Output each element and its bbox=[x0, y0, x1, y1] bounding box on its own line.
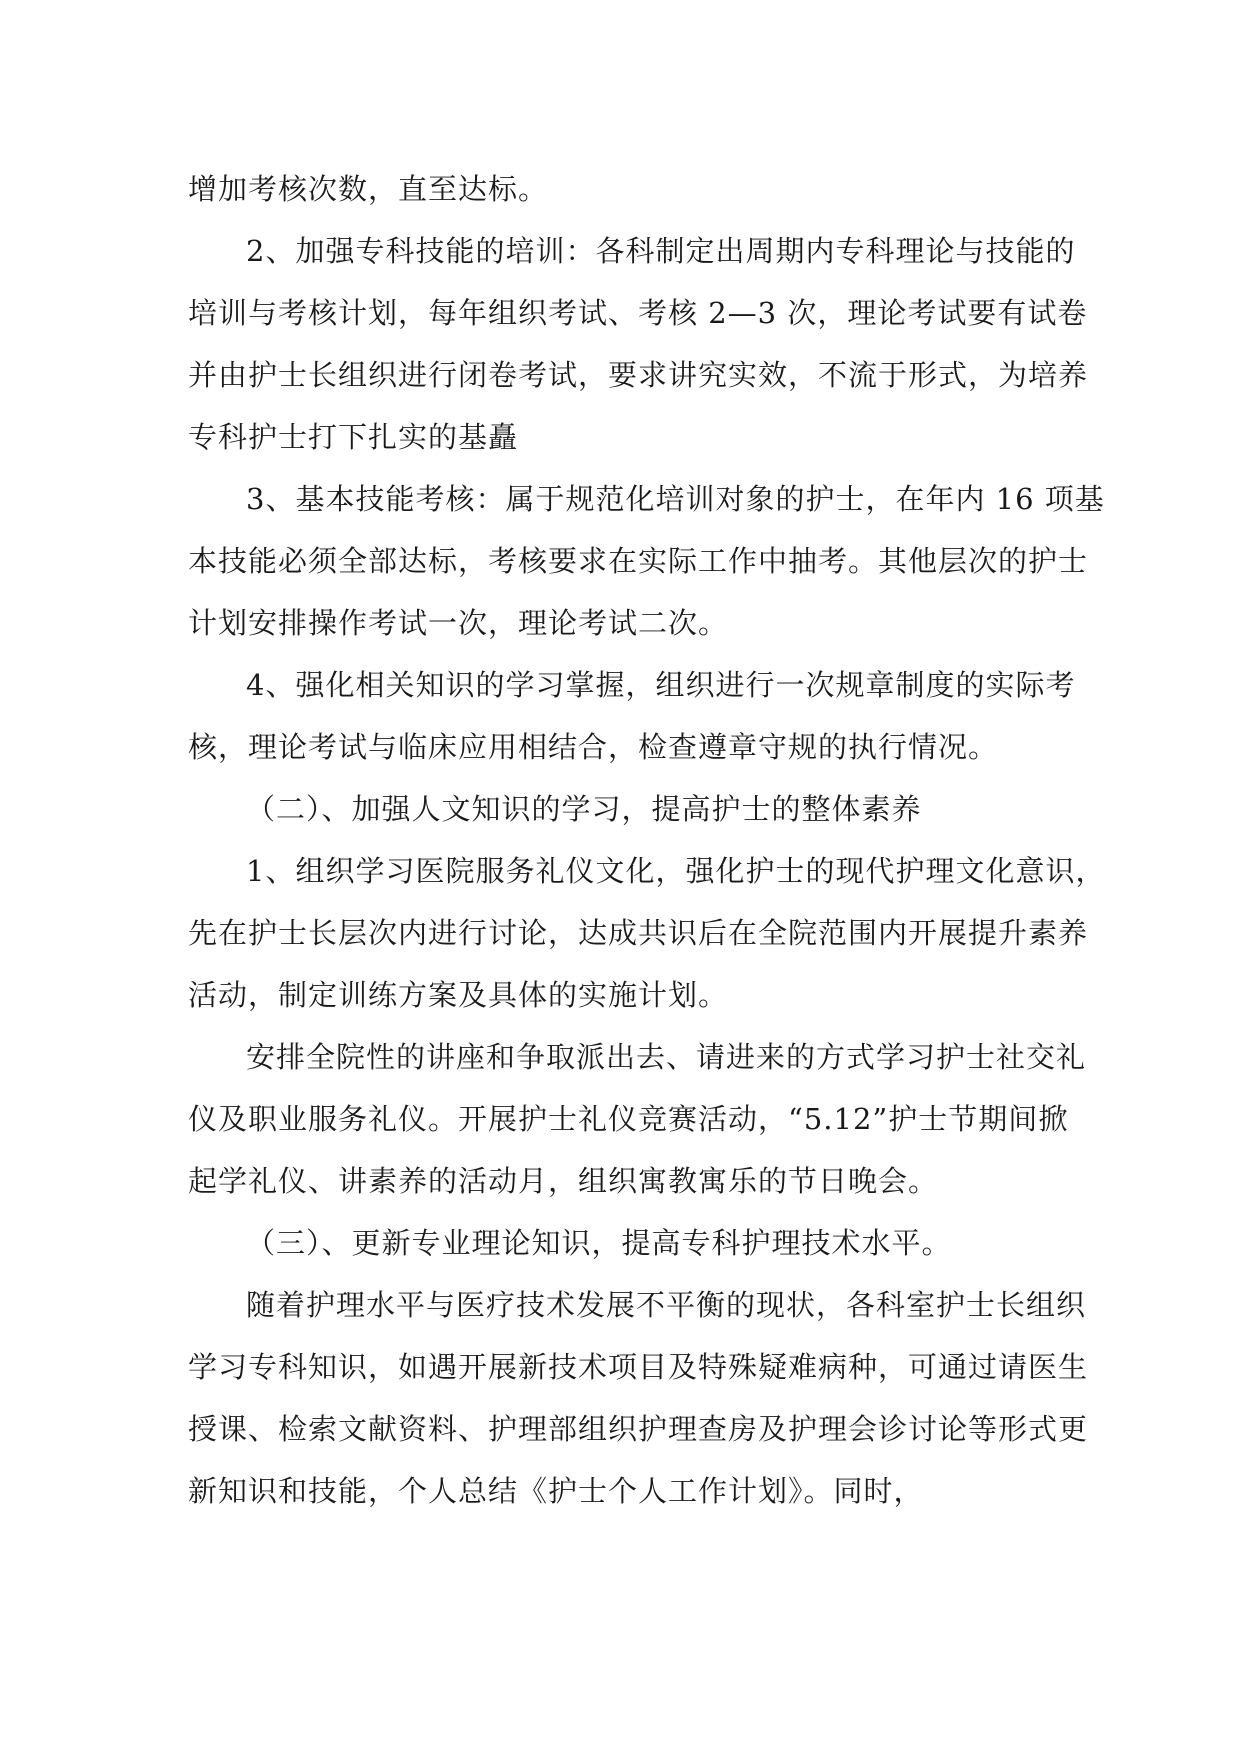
text-line: 2、加强专科技能的培训：各科制定出周期内专科理论与技能的 bbox=[246, 234, 1076, 268]
text-line: 增加考核次数，直至达标。 bbox=[188, 172, 549, 206]
text-line: 本技能必须全部达标，考核要求在实际工作中抽考。其他层次的护士 bbox=[188, 544, 1089, 578]
text-line: 授课、检索文献资料、护理部组织护理查房及护理会诊讨论等形式更 bbox=[188, 1412, 1089, 1446]
text-line: 先在护士长层次内进行讨论，达成共识后在全院范围内开展提升素养 bbox=[188, 916, 1089, 950]
text-line: 4、强化相关知识的学习掌握，组织进行一次规章制度的实际考 bbox=[246, 668, 1076, 702]
text-line: 培训与考核计划，每年组织考试、考核 2—3 次，理论考试要有试卷 bbox=[188, 296, 1088, 330]
text-line: 活动，制定训练方案及具体的实施计划。 bbox=[188, 978, 729, 1012]
text-line: 3、基本技能考核：属于规范化培训对象的护士，在年内 16 项基 bbox=[246, 482, 1105, 516]
text-line: 学习专科知识，如遇开展新技术项目及特殊疑难病种，可通过请医生 bbox=[188, 1350, 1089, 1384]
text-line: 1、组织学习医院服务礼仪文化，强化护士的现代护理文化意识， bbox=[246, 854, 1106, 888]
text-line: 起学礼仪、讲素养的活动月，组织寓教寓乐的节日晚会。 bbox=[188, 1164, 939, 1198]
text-line: 并由护士长组织进行闭卷考试，要求讲究实效，不流于形式，为培养 bbox=[188, 358, 1089, 392]
section-heading: （二）、加强人文知识的学习，提高护士的整体素养 bbox=[246, 792, 922, 826]
text-line: 核，理论考试与临床应用相结合，检查遵章守规的执行情况。 bbox=[188, 730, 999, 764]
text-line: 计划安排操作考试一次，理论考试二次。 bbox=[188, 606, 729, 640]
document-body bbox=[188, 158, 1106, 1522]
text-line: 专科护士打下扎实的基矗 bbox=[188, 420, 519, 454]
text-line: 新知识和技能，个人总结《护士个人工作计划》。同时， bbox=[188, 1474, 924, 1508]
text-line: 安排全院性的讲座和争取派出去、请进来的方式学习护士社交礼 bbox=[246, 1040, 1087, 1074]
section-heading: （三）、更新专业理论知识，提高专科护理技术水平。 bbox=[246, 1226, 952, 1260]
text-line: 随着护理水平与医疗技术发展不平衡的现状，各科室护士长组织 bbox=[246, 1288, 1087, 1322]
text-line: 仪及职业服务礼仪。开展护士礼仪竞赛活动，“5.12”护士节期间掀 bbox=[188, 1102, 1069, 1136]
